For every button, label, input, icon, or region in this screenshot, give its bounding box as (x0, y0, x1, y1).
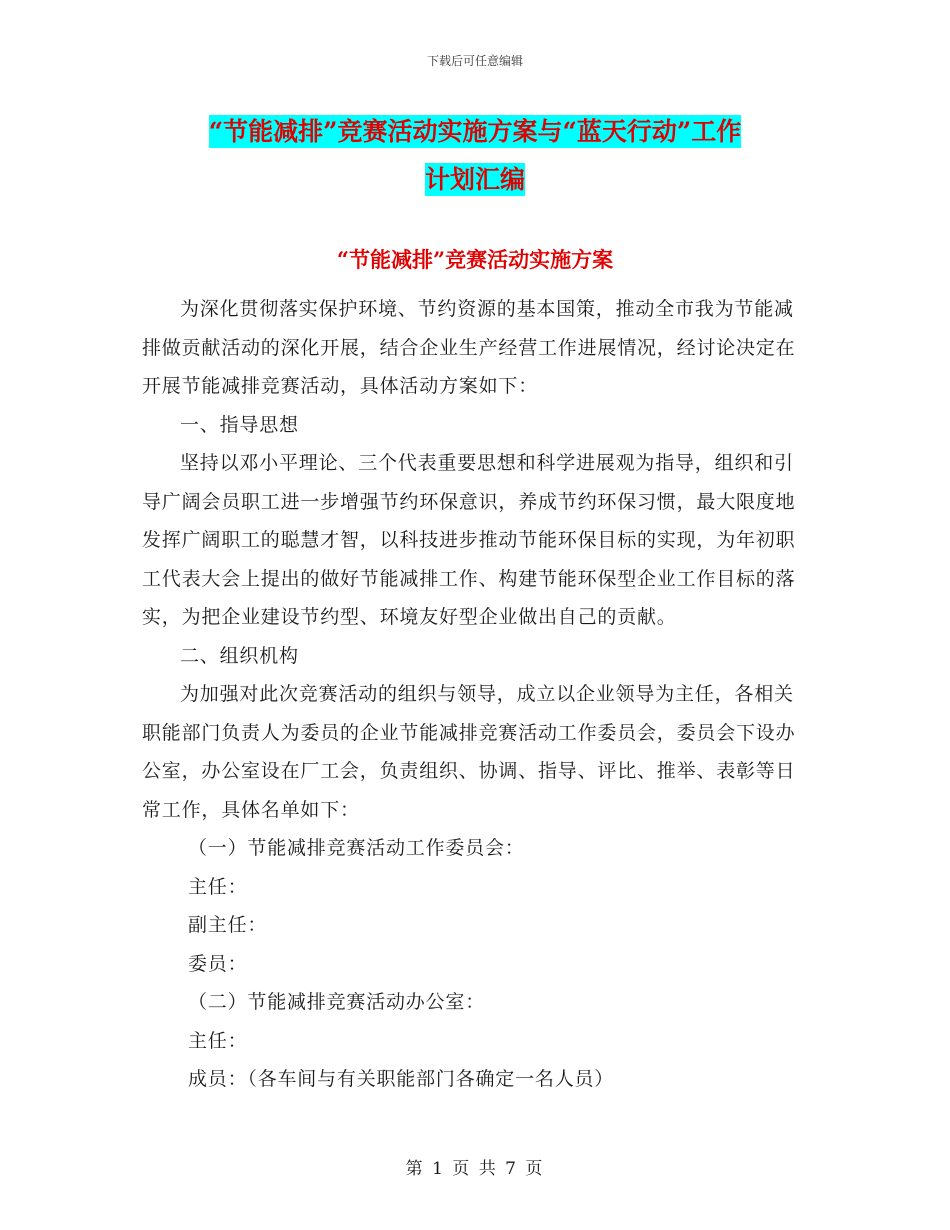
list-item-office-director: 主任： (188, 1029, 248, 1052)
list-item-office: （二）节能减排竞赛活动办公室： (188, 991, 486, 1013)
heading-guiding-ideology: 一、指导思想 (180, 413, 299, 436)
list-item-director: 主任： (188, 875, 248, 898)
title-line-2: 计划汇编 (424, 165, 525, 194)
paragraph-guiding-ideology: 坚持以邓小平理论、三个代表重要思想和科学进展观为指导，组织和引导广阔会员职工进一步增强节约环保意识，养成节约环保习惯，最大限度地发挥广阔职工的聪慧才智，以科技进步推动节能环保目标的实现，为年初职工代表大会上提出的做好节能减排工作、构建节能环保型企业工作目标的落实，为把企业建设节约型、环境友好型企业做出自己的贡献。 (142, 452, 796, 628)
document-title (0, 108, 950, 204)
list-item-deputy-director: 副主任： (188, 914, 268, 936)
document-body (142, 290, 802, 1099)
paragraph-organization: 为加强对此次竞赛活动的组织与领导，成立以企业领导为主任，各相关职能部门负责人为委员的企业节能减排竞赛活动工作委员会，委员会下设办公室，办公室设在厂工会，负责组织、协调、指导、评比、推举、表彰等日常工作，具体名单如下： (142, 683, 796, 821)
heading-organization: 二、组织机构 (180, 644, 299, 667)
paragraph-intro: 为深化贯彻落实保护环境、节约资源的基本国策，推动全市我为节能减排做贡献活动的深化开展，结合企业生产经营工作进展情况，经讨论决定在开展节能减排竞赛活动，具体活动方案如下： (142, 298, 796, 397)
list-item-office-members: 成员：（各车间与有关职能部门各确定一名人员） (188, 1068, 615, 1090)
header-note: 下载后可任意编辑 (426, 54, 523, 68)
list-item-committee: （一）节能减排竞赛活动工作委员会： (188, 837, 525, 859)
page-footer: 第 1 页 共 7 页 (405, 1159, 545, 1179)
title-line-1: “节能减排”竞赛活动实施方案与“蓝天行动”工作 (208, 117, 742, 146)
list-item-members: 委员： (188, 952, 248, 975)
section-title: “节能减排”竞赛活动实施方案 (336, 247, 614, 272)
